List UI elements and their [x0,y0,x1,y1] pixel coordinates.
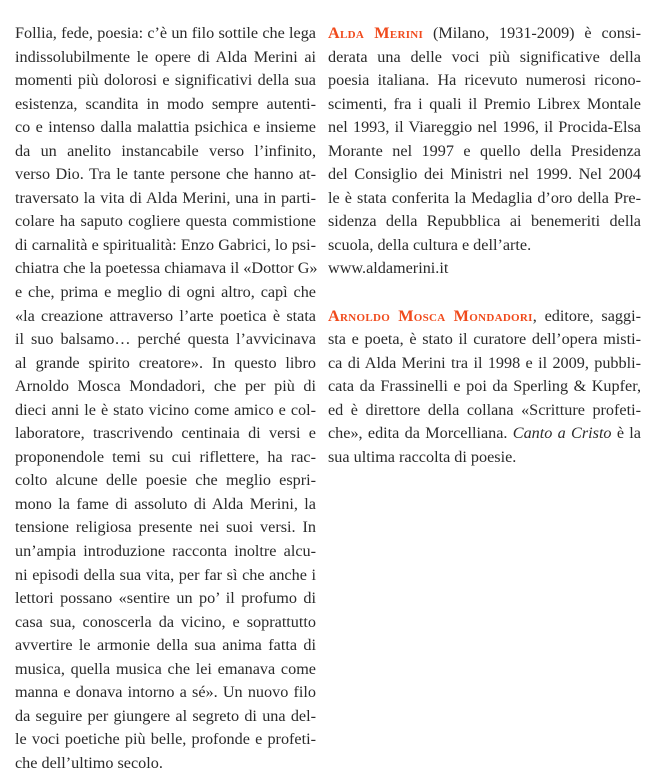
bio-line: scuola, della cultura e dell’arte. [328,235,532,254]
intro-text-line: da seguire per giungere al segreto di una del- [15,706,316,725]
intro-text-line: le voci poetiche più belle, profonde e profeti- [15,730,316,749]
intro-text-line: colare ha saputo cogliere questa commistione [15,212,316,231]
intro-text-line: ni episodi della sua vita, per far sì che anche i [15,565,316,584]
author-name-arnoldo-mosca-mondadori: Arnoldo Mosca Mondadori [328,306,533,325]
intro-text-line: co e intenso dalla malattia psichica e insieme [15,118,316,137]
intro-text-line: che dell’ultimo secolo. [15,753,163,772]
intro-text-line: traversato la vita di Alda Merini, una in parti- [15,188,316,207]
intro-text-line: casa sua, conoscerla da vicino, e soprattutto [15,612,316,631]
bio-line: sta e poeta, è stato il curatore dell’opera misti- [328,330,641,349]
intro-text-line: al grande spirito creatore». In questo libro [15,353,316,372]
intro-text-line: verso Dio. Tra le tante persone che hanno at- [15,165,316,184]
intro-text-line: lettori possano «sentire un po’ il profumo di [15,589,316,608]
intro-text-line: avvertire le armonie della sua anima fatta di [15,636,316,655]
intro-text-line: colto alcune delle poesie che meglio espri- [15,471,316,490]
bio-line: poesia italiana. Ha ricevuto numerosi ricono- [328,71,641,90]
bio-mondadori-first-line-text: , editore, saggi- [532,306,641,325]
intro-text-line: esistenza, scandita in modo sempre autenti- [15,94,316,113]
bio-merini-first-line [328,22,641,46]
bio-line: del Consiglio dei Ministri nel 1999. Nel 2004 [328,165,641,184]
bio-mondadori-book-line [328,422,641,446]
intro-text-line: manna e donava intorno a sé». Un nuovo filo [15,683,316,702]
intro-text-line: chiatra che la poetessa chiamava il «Dottor G» [15,259,318,278]
bio-line: scimenti, fra i quali il Premio Librex Montale [328,94,641,113]
author-name-alda-merini: Alda Merini [328,24,424,42]
book-title-canto-a-cristo: Canto a Cristo [512,424,612,443]
intro-text-line: momenti più dolorosi e significativi della sua [15,71,316,90]
intro-text-line: dieci anni le è stato vicino come amico e col- [15,400,316,419]
bio-line: sua ultima raccolta di poesie. [328,447,517,466]
bio-mondadori-first-line [328,305,641,329]
intro-text-line: musica, quella musica che lei emanava come [15,659,316,678]
bio-line: derata una delle voci più significative della [328,47,641,66]
intro-text-line: indissolubilmente le opere di Alda Merini ai [15,47,316,66]
bio-merini-first-line-text: (Milano, 1931-2009) è consi- [423,24,642,42]
bio-arnoldo-mosca-mondadori [328,305,641,470]
bio-alda-merini [328,22,641,281]
bio-line: le è stata conferita la Medaglia d’oro della Pre- [328,188,641,207]
bio-line: ed è direttore della collana «Scritture profeti- [328,400,641,419]
bio-line: sidenza della Repubblica ai benemeriti della [328,212,641,231]
bio-line: cata da Frassinelli e poi da Sperling & Kupfer, [328,377,641,396]
left-column-intro-text [15,22,316,776]
intro-text-line: e che, prima e meglio di ogni altro, capì che [15,283,316,302]
intro-text-line: tensione religiosa presente nei suoi versi. In [15,518,316,537]
intro-text-line: laboratore, trascrivendo centinaia di versi e [15,424,316,443]
bio-line: nel 1993, il Viareggio nel 1996, il Procida-Elsa [328,118,641,137]
paragraph-gap [328,281,641,305]
website-link[interactable]: www.aldamerini.it [328,259,449,278]
intro-text-line: il suo balsamo… perché questa l’avvicinava [15,330,316,349]
intro-text-line: mono la fame di assoluto di Alda Merini, la [15,494,316,513]
intro-text-line: da un anelito instancabile verso l’infinito, [15,141,316,160]
intro-text-line: Follia, fede, poesia: c’è un filo sottile che lega [15,24,316,42]
bio-line: Morante nel 1997 e quello della Presidenza [328,141,641,160]
right-column-author-bios [328,22,641,469]
bio-line-text: che», edita da Morcelliana. [328,424,513,443]
intro-text-line: «la creazione attraverso l’arte poetica è stata [15,306,316,325]
intro-text-line: proponendole temi su cui riflettere, ha rac- [15,447,316,466]
intro-text-line: un’ampia introduzione racconta inoltre alcu- [15,542,316,561]
intro-text-line: di carnalità e spiritualità: Enzo Gabrici, lo psi- [15,235,316,254]
bio-line: ca di Alda Merini tra il 1998 e il 2009, pubbli- [328,353,641,372]
intro-text-line: Arnoldo Mosca Mondadori, che per più di [15,377,316,396]
bio-line-text: è la [611,424,641,443]
